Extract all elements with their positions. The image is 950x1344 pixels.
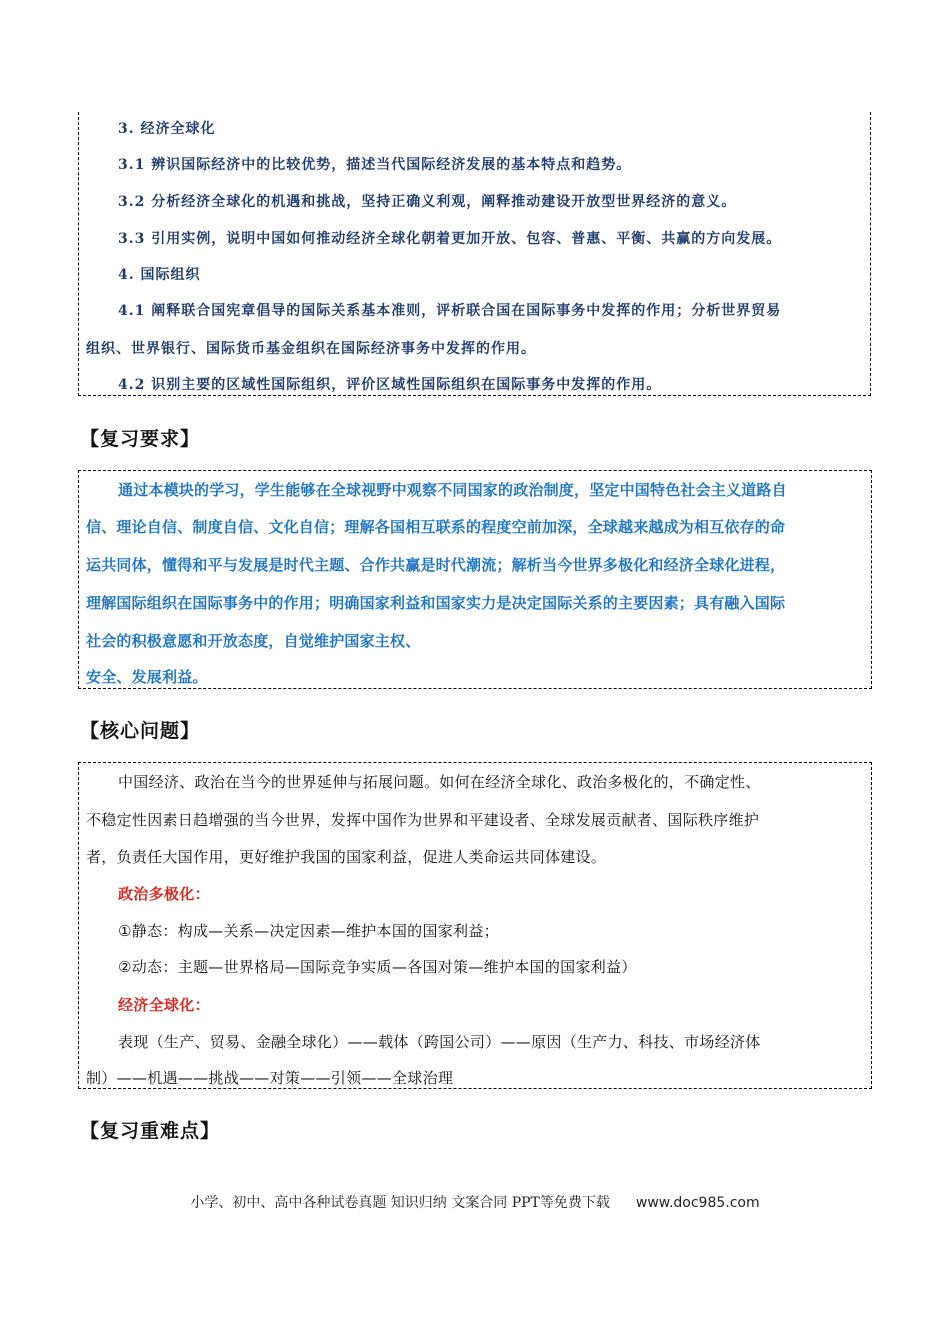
key-points-heading: 【复习重难点】 [80,1120,221,1142]
objective-line: 4. 国际组织 [118,267,201,283]
objective-line: 3.2 分析经济全球化的机遇和挑战，坚持正确义利观，阐释推动建设开放型世界经济的意义。 [118,194,737,210]
objective-line: 4.1 阐释联合国宪章倡导的国际关系基本准则，评析联合国在国际事务中发挥的作用；分析世界贸易 [118,303,782,319]
objective-line: 3.1 辨识国际经济中的比较优势，描述当代国际经济发展的基本特点和趋势。 [118,157,632,173]
footer [0,1192,950,1212]
core-intro-line: 者，负责任大国作用，更好维护我国的国家利益，促进人类命运共同体建设。 [86,848,607,866]
requirement-line: 社会的积极意愿和开放态度，自觉维护国家主权、 [86,632,421,650]
footer-text: 小学、初中、高中各种试卷真题 知识归纳 文案合同 PPT等免费下载 [190,1195,610,1211]
core-intro-line: 不稳定性因素日趋增强的当今世界，发挥中国作为世界和平建设者、全球发展贡献者、国际秩序维护 [86,811,760,829]
core-questions-heading: 【核心问题】 [80,720,201,742]
requirement-line: 运共同体，懂得和平与发展是时代主题、合作共赢是时代潮流；解析当今世界多极化和经济全球化进程， [86,556,786,574]
footer-url[interactable]: www.doc985.com [635,1195,760,1211]
requirement-line: 信、理论自信、制度自信、文化自信；理解各国相互联系的程度空前加深，全球越来越成为相互依存的命 [86,518,786,536]
requirement-line: 理解国际组织在国际事务中的作用；明确国家利益和国家实力是决定国际关系的主要因素；具有融入国际 [86,594,786,612]
review-requirements-box [78,470,872,689]
objective-line: 3. 经济全球化 [118,121,216,137]
objective-line: 4.2 识别主要的区域性国际组织，评价区域性国际组织在国际事务中发挥的作用。 [118,377,662,393]
politics-static-line: ①静态：构成—关系—决定因素—维护本国的国家利益； [118,922,499,940]
review-requirements-heading: 【复习要求】 [80,428,201,450]
requirement-line: 安全、发展利益。 [86,668,208,686]
objective-line: 组织、世界银行、国际货币基金组织在国际经济事务中发挥的作用。 [86,341,536,357]
core-intro-line: 中国经济、政治在当今的世界延伸与拓展问题。如何在经济全球化、政治多极化的，不确定性、 [118,773,761,791]
politics-dynamic-line: ②动态：主题—世界格局—国际竞争实质—各国对策—维护本国的国家利益） [118,958,637,976]
economy-line: 制）——机遇——挑战——对策——引领——全球治理 [86,1069,454,1087]
requirement-line: 通过本模块的学习，学生能够在全球视野中观察不同国家的政治制度，坚定中国特色社会主义道路自 [118,481,787,499]
economy-line: 表现（生产、贸易、金融全球化）——载体（跨国公司）——原因（生产力、科技、市场经济体 [118,1033,761,1051]
economy-title: 经济全球化： [118,996,210,1014]
objective-line: 3.3 引用实例，说明中国如何推动经济全球化朝着更加开放、包容、普惠、平衡、共赢的方向发展。 [118,231,782,247]
politics-title: 政治多极化： [118,885,210,903]
